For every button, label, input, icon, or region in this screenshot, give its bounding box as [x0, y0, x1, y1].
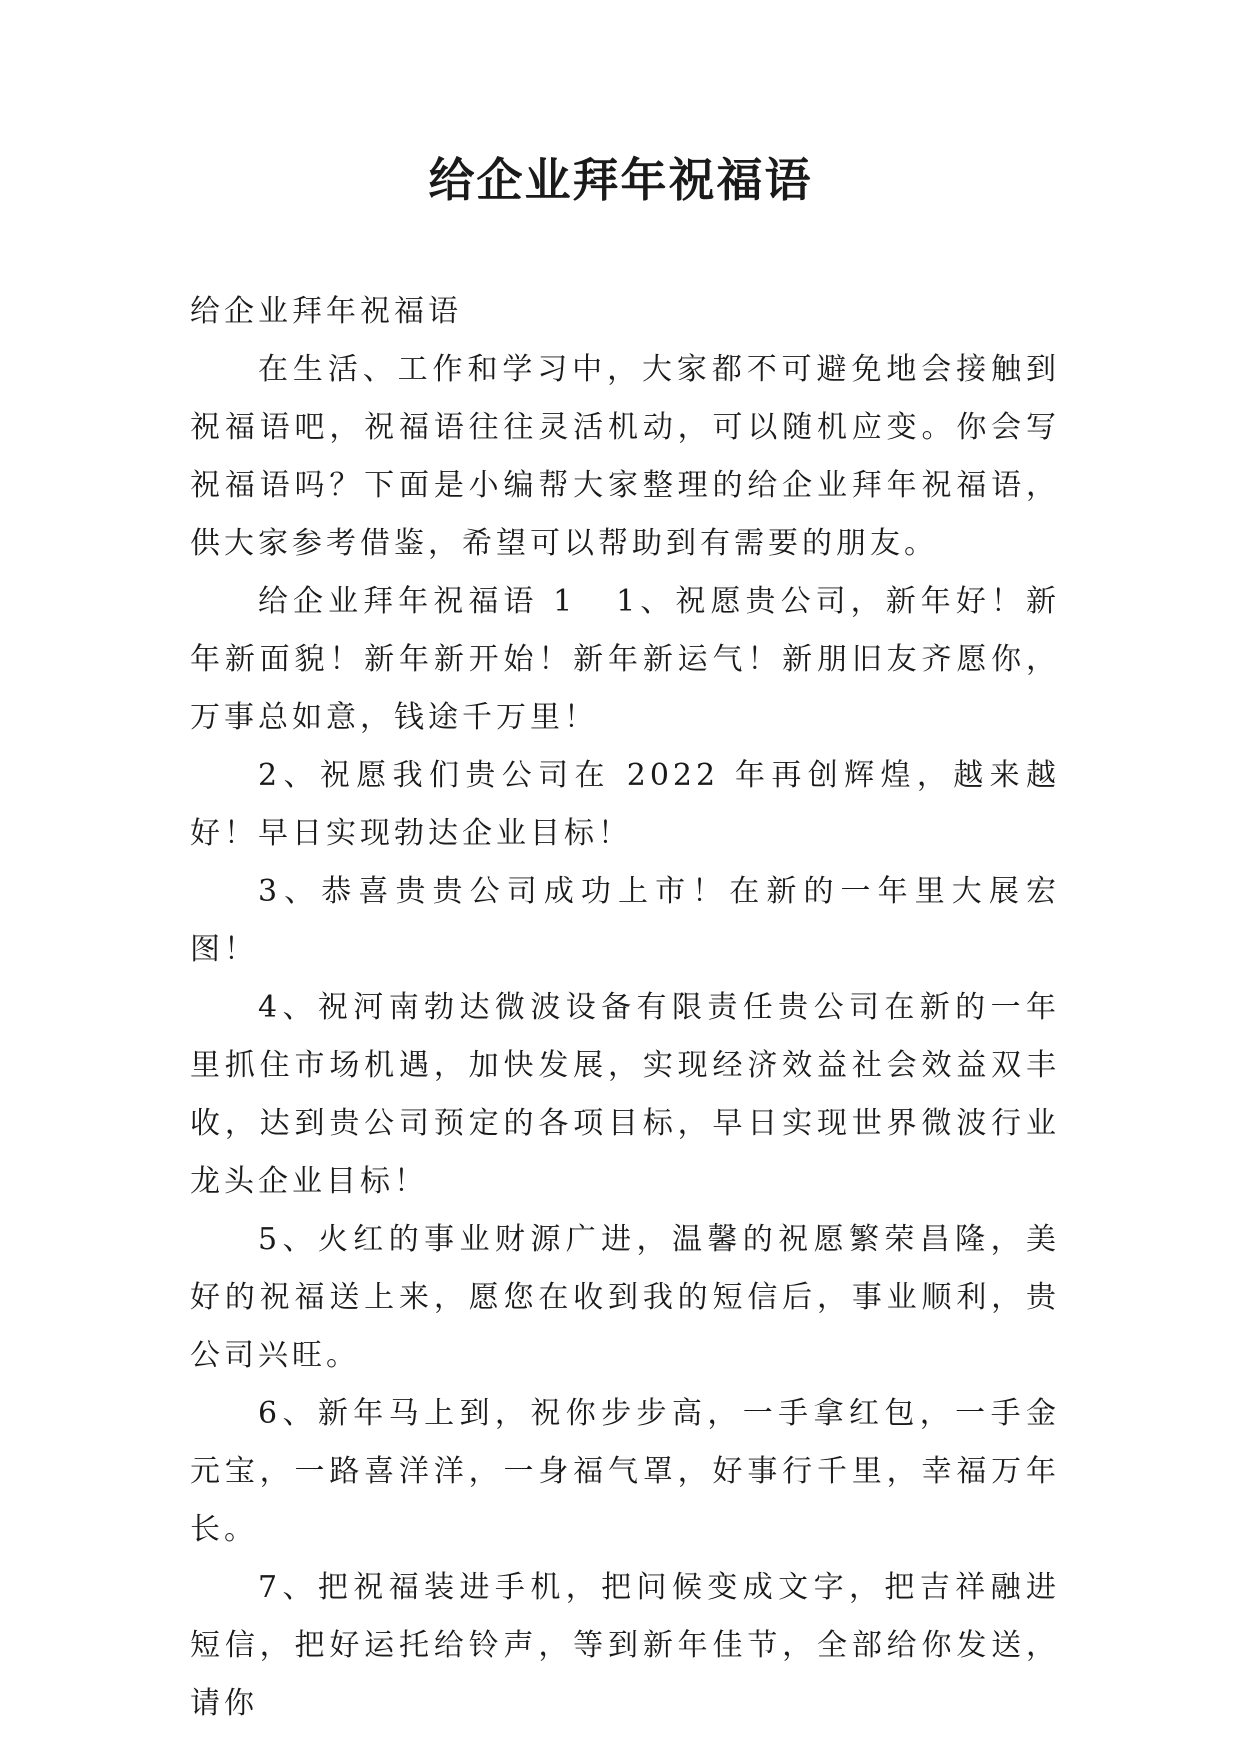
list-item: 4、祝河南勃达微波设备有限责任贵公司在新的一年里抓住市场机遇，加快发展，实现经济效益社会效益双丰收，达到贵公司预定的各项目标，早日实现世界微波行业龙头企业目标！: [190, 990, 1060, 1199]
intro-paragraph: 在生活、工作和学习中，大家都不可避免地会接触到祝福语吧，祝福语往往灵活机动，可以随机应变。你会写祝福语吗？下面是小编帮大家整理的给企业拜年祝福语，供大家参考借鉴，希望可以帮助到有需要的朋友。: [190, 352, 1060, 561]
subtitle: 给企业拜年祝福语: [190, 294, 462, 329]
list-item: 5、火红的事业财源广进，温馨的祝愿繁荣昌隆，美好的祝福送上来，愿您在收到我的短信后，事业顺利，贵公司兴旺。: [190, 1222, 1060, 1373]
document-body: [190, 283, 1060, 1733]
section-1-paragraph: [190, 573, 1060, 747]
list-item: 6、新年马上到，祝你步步高，一手拿红包，一手金元宝，一路喜洋洋，一身福气罩，好事行千里，幸福万年长。: [190, 1396, 1060, 1547]
list-item: 2、祝愿我们贵公司在 2022 年再创辉煌，越来越好！早日实现勃达企业目标！: [190, 758, 1060, 851]
list-item: 1、祝愿贵公司，新年好！新年新面貌！新年新开始！新年新运气！新朋旧友齐愿你，万事总如意，钱途千万里！: [190, 584, 1060, 735]
section-heading: 给企业拜年祝福语 1: [258, 584, 577, 619]
document-title: 给企业拜年祝福语: [428, 153, 813, 207]
list-item: 3、恭喜贵贵公司成功上市！在新的一年里大展宏图！: [190, 874, 1060, 967]
list-item: 7、把祝福装进手机，把问候变成文字，把吉祥融进短信，把好运托给铃声，等到新年佳节，全部给你发送，请你: [190, 1570, 1060, 1721]
